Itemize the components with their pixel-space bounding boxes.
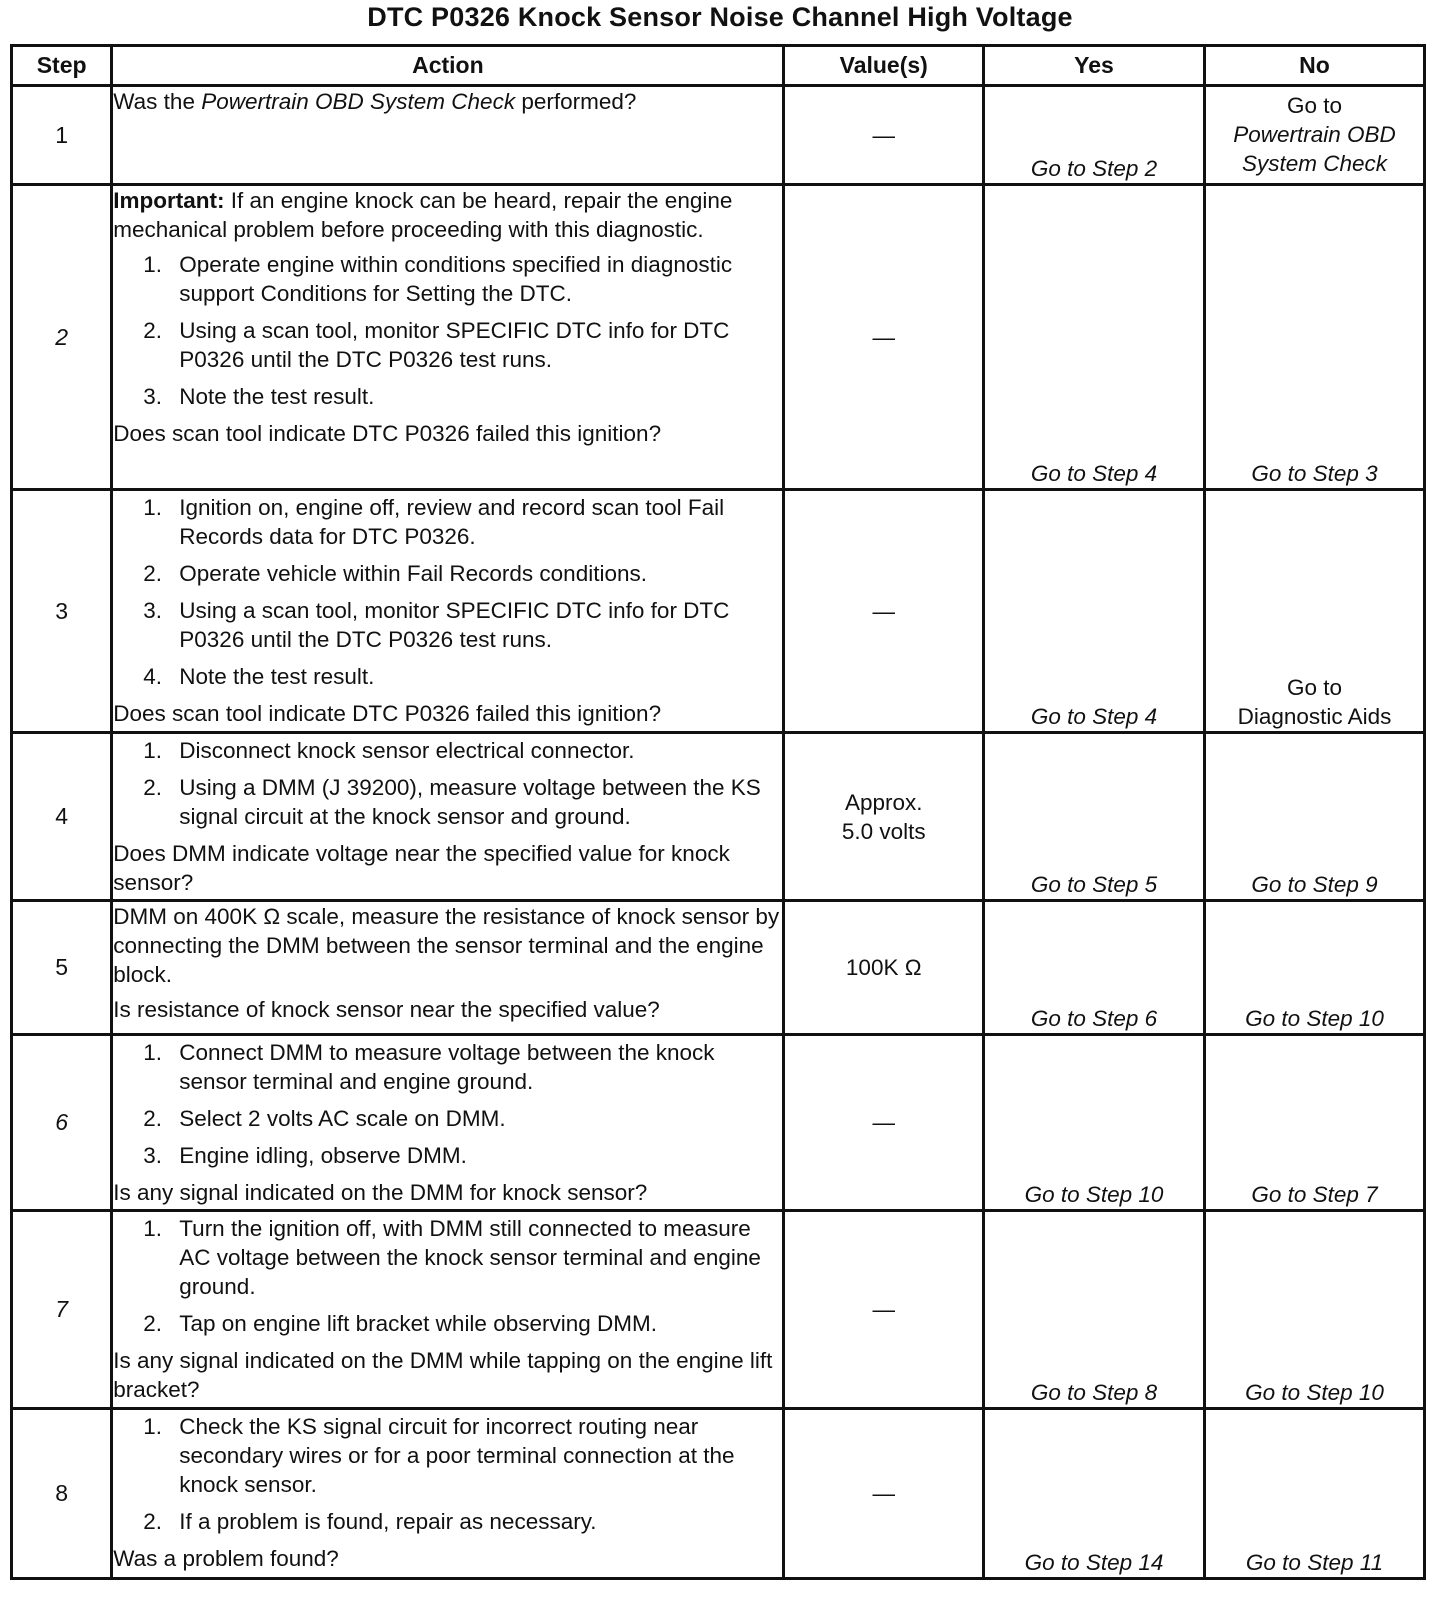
table-row (12, 1035, 1425, 1211)
procedure-list (113, 736, 782, 831)
action-cell (112, 1409, 784, 1579)
list-text: Using a scan tool, monitor SPECIFIC DTC info for DTC P0326 until the DTC P0326 test runs. (179, 598, 730, 652)
list-item (113, 596, 782, 654)
list-item (113, 250, 782, 308)
list-text: Ignition on, engine off, review and record scan tool Fail Records data for DTC P0326. (179, 495, 725, 549)
list-number: 1. (143, 1414, 163, 1439)
list-text: Tap on engine lift bracket while observing DMM. (179, 1311, 657, 1336)
procedure-list (113, 1214, 782, 1338)
step-number: 8 (12, 1409, 112, 1579)
yes-cell: Go to Step 10 (984, 1035, 1205, 1211)
list-text: Turn the ignition off, with DMM still connected to measure AC voltage between the knock sensor terminal and engine ground. (179, 1216, 761, 1299)
no-cell: Go to Step 10 (1205, 1211, 1425, 1409)
list-item (113, 1412, 782, 1499)
yes-cell: Go to Step 6 (984, 901, 1205, 1035)
list-number: 3. (143, 384, 163, 409)
list-number: 2. (143, 1106, 163, 1131)
no-cell (1205, 490, 1425, 733)
list-item (113, 1507, 782, 1536)
question-text: Is any signal indicated on the DMM while tapping on the engine lift bracket? (113, 1348, 773, 1402)
list-number: 2. (143, 561, 163, 586)
list-number: 3. (143, 1143, 163, 1168)
list-text: Disconnect knock sensor electrical connector. (179, 738, 635, 763)
step-number: 3 (12, 490, 112, 733)
list-number: 4. (143, 664, 163, 689)
step-number: 5 (12, 901, 112, 1035)
list-text: Using a scan tool, monitor SPECIFIC DTC info for DTC P0326 until the DTC P0326 test runs. (179, 318, 730, 372)
list-text: Operate vehicle within Fail Records conditions. (179, 561, 647, 586)
action-cell (112, 1035, 784, 1211)
list-number: 2. (143, 1509, 163, 1534)
action-cell (112, 185, 784, 490)
list-item (113, 773, 782, 831)
value-cell: — (784, 185, 984, 490)
procedure-list (113, 250, 782, 411)
action-cell (112, 1211, 784, 1409)
list-item (113, 316, 782, 374)
step-number: 7 (12, 1211, 112, 1409)
list-text: Connect DMM to measure voltage between the knock sensor terminal and engine ground. (179, 1040, 715, 1094)
list-number: 2. (143, 775, 163, 800)
no-cell: Go to Step 11 (1205, 1409, 1425, 1579)
list-text: Note the test result. (179, 664, 375, 689)
action-cell (112, 901, 784, 1035)
value-cell: — (784, 86, 984, 185)
value-cell: — (784, 1409, 984, 1579)
yes-cell: Go to Step 2 (984, 86, 1205, 185)
no-cell: Go to Step 3 (1205, 185, 1425, 490)
table-row (12, 1409, 1425, 1579)
question-text: Does DMM indicate voltage near the specified value for knock sensor? (113, 841, 730, 895)
list-text: Select 2 volts AC scale on DMM. (179, 1106, 506, 1131)
list-item (113, 1104, 782, 1133)
header-step: Step (12, 46, 112, 86)
step-number: 4 (12, 733, 112, 901)
step-number: 2 (12, 185, 112, 490)
procedure-list (113, 1038, 782, 1170)
page-title: DTC P0326 Knock Sensor Noise Channel High Voltage (367, 2, 1073, 32)
value-line: 5.0 volts (841, 818, 926, 844)
action-text: performed? (515, 89, 637, 114)
no-cell (1205, 86, 1425, 185)
yes-cell: Go to Step 5 (984, 733, 1205, 901)
list-number: 2. (143, 318, 163, 343)
question-text: Is resistance of knock sensor near the specified value? (113, 997, 660, 1022)
yes-cell: Go to Step 4 (984, 490, 1205, 733)
header-values: Value(s) (784, 46, 984, 86)
value-cell: — (784, 490, 984, 733)
action-cell (112, 86, 784, 185)
no-line: Powertrain OBD (1233, 122, 1396, 147)
list-item (113, 1309, 782, 1338)
important-label: Important: (113, 188, 225, 213)
question-text: Is any signal indicated on the DMM for knock sensor? (113, 1180, 648, 1205)
action-cell (112, 490, 784, 733)
list-text: Check the KS signal circuit for incorrect routing near secondary wires or for a poor terminal connection at the knock sensor. (179, 1414, 735, 1497)
list-text: If a problem is found, repair as necessary. (179, 1509, 597, 1534)
question-text: Does scan tool indicate DTC P0326 failed this ignition? (113, 701, 662, 726)
procedure-list (113, 493, 782, 691)
list-text: Note the test result. (179, 384, 375, 409)
no-cell: Go to Step 9 (1205, 733, 1425, 901)
list-item (113, 1141, 782, 1170)
table-row (12, 733, 1425, 901)
list-text: Using a DMM (J 39200), measure voltage between the KS signal circuit at the knock sensor and ground. (179, 775, 761, 829)
table-row (12, 1211, 1425, 1409)
action-emphasis: Powertrain OBD System Check (201, 89, 516, 114)
yes-cell: Go to Step 14 (984, 1409, 1205, 1579)
list-number: 2. (143, 1311, 163, 1336)
diagnostic-table (10, 44, 1426, 1580)
list-number: 1. (143, 495, 163, 520)
value-cell: — (784, 1211, 984, 1409)
important-text: If an engine knock can be heard, repair the engine mechanical problem before proceeding with this diagnostic. (113, 188, 733, 242)
list-number: 1. (143, 1216, 163, 1241)
list-item (113, 662, 782, 691)
list-number: 1. (143, 252, 163, 277)
step-number: 6 (12, 1035, 112, 1211)
value-line: Approx. (844, 789, 923, 815)
value-cell (784, 733, 984, 901)
list-text: Engine idling, observe DMM. (179, 1143, 467, 1168)
header-no: No (1205, 46, 1425, 86)
action-cell (112, 733, 784, 901)
table-row (12, 86, 1425, 185)
no-line: Go to (1286, 675, 1343, 700)
value-cell: — (784, 1035, 984, 1211)
list-item (113, 493, 782, 551)
yes-cell: Go to Step 8 (984, 1211, 1205, 1409)
table-header-row (12, 46, 1425, 86)
header-action: Action (112, 46, 784, 86)
no-line: System Check (1241, 151, 1388, 176)
question-text: Was a problem found? (113, 1546, 339, 1571)
list-item (113, 382, 782, 411)
header-yes: Yes (984, 46, 1205, 86)
list-number: 1. (143, 738, 163, 763)
question-text: Does scan tool indicate DTC P0326 failed this ignition? (113, 421, 662, 446)
important-note (113, 186, 782, 244)
list-item (113, 559, 782, 588)
procedure-list (113, 1412, 782, 1536)
no-cell: Go to Step 7 (1205, 1035, 1425, 1211)
no-line: Go to (1286, 93, 1343, 118)
action-text: DMM on 400K Ω scale, measure the resistance of knock sensor by connecting the DMM between the sensor terminal and the engine block. (113, 904, 780, 987)
no-line: Diagnostic Aids (1237, 704, 1392, 729)
list-text: Operate engine within conditions specified in diagnostic support Conditions for Setting the DTC. (179, 252, 733, 306)
list-item (113, 1038, 782, 1096)
table-row (12, 490, 1425, 733)
yes-cell: Go to Step 4 (984, 185, 1205, 490)
table-row (12, 901, 1425, 1035)
step-number: 1 (12, 86, 112, 185)
no-cell: Go to Step 10 (1205, 901, 1425, 1035)
list-number: 3. (143, 598, 163, 623)
table-row (12, 185, 1425, 490)
action-text: Was the (113, 89, 202, 114)
list-item (113, 1214, 782, 1301)
list-number: 1. (143, 1040, 163, 1065)
list-item (113, 736, 782, 765)
value-cell: 100K Ω (784, 901, 984, 1035)
